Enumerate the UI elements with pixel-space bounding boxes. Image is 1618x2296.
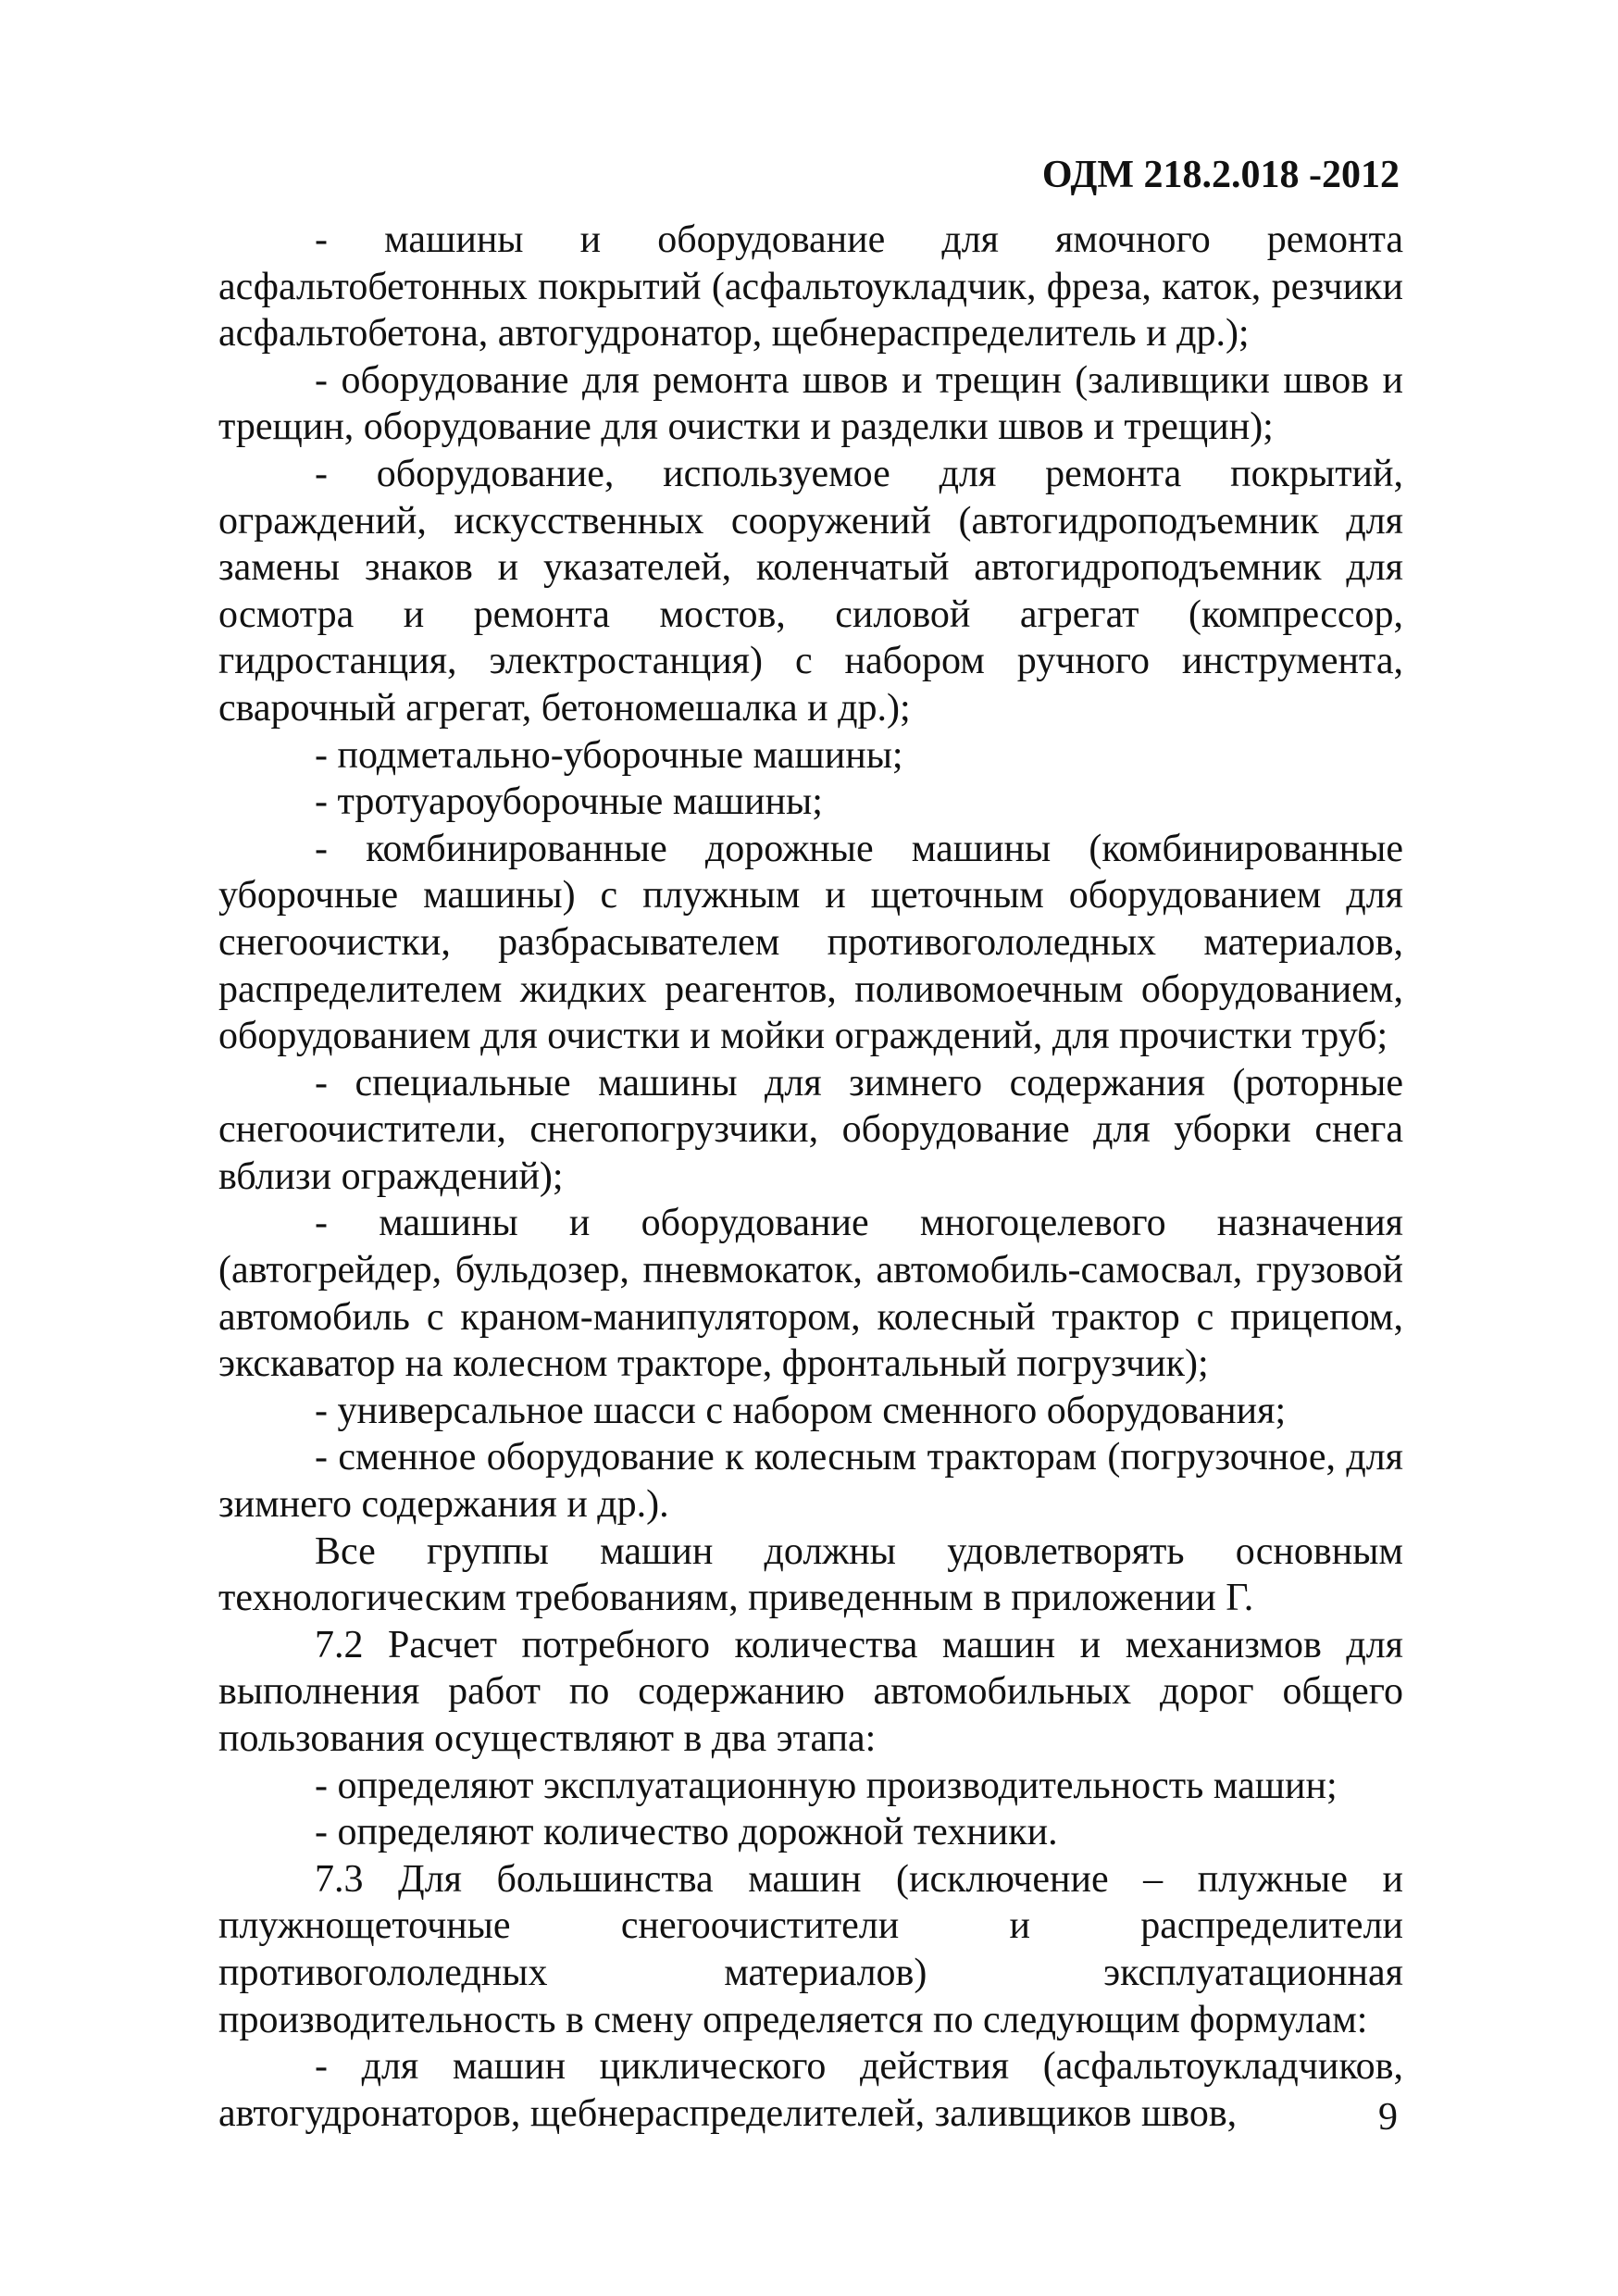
paragraph-section-7-2: 7.2 Расчет потребного количества машин и механизмов для выполнения работ по содержанию автомобильных дорог общего пользования осуществляют в два этапа: xyxy=(218,1623,1403,1760)
list-item-winter-machines: - специальные машины для зимнего содержания (роторные снегоочистители, снегопогрузчики, оборудование для уборки снега вблизи ограждений); xyxy=(218,1061,1403,1198)
list-item-productivity: - определяют эксплуатационную производительность машин; xyxy=(315,1764,1338,1807)
paragraph-requirements: Все группы машин должны удовлетворять основным технологическим требованиям, приведенным в приложении Г. xyxy=(218,1529,1403,1620)
list-item-sweepers: - подметально-уборочные машины; xyxy=(315,733,903,777)
list-item-structures-repair: - оборудование, используемое для ремонта покрытий, ограждений, искусственных сооружений (автогидроподъемник для замены знаков и указателей, коленчатый автогидроподъемник для осмотра и ремонта мостов, силовой агрегат (компрессор, гидростанция, электростанция) с набором ручного инструмента, сварочный агрегат, бетономешалка и др.); xyxy=(218,452,1403,730)
list-item-combined-machines: - комбинированные дорожные машины (комбинированные уборочные машины) с плужным и щеточным оборудованием для снегоочистки, разбрасывателем противогололедных материалов, распределителем жидких реагентов, поливомоечным оборудованием, оборудованием для очистки и мойки ограждений, для прочистки труб; xyxy=(218,827,1403,1058)
paragraph-section-7-3: 7.3 Для большинства машин (исключение – плужные и плужнощеточные снегоочистители и распределители противогололедных материалов) эксплуатационная производительность в смену определяется по следующим формулам: xyxy=(218,1857,1403,2041)
list-item-cyclic-machines: - для машин циклического действия (асфальтоукладчиков, автогудронаторов, щебнераспределителей, заливщиков швов, xyxy=(218,2045,1403,2135)
body-text xyxy=(218,217,1403,2137)
list-item-crack-repair: - оборудование для ремонта швов и трещин (заливщики швов и трещин, оборудование для очистки и разделки швов и трещин); xyxy=(218,358,1403,449)
page-number: 9 xyxy=(1378,2096,1398,2139)
list-item-multipurpose-machines: - машины и оборудование многоцелевого назначения (автогрейдер, бульдозер, пневмокаток, автомобиль-самосвал, грузовой автомобиль с краном-манипулятором, колесный трактор с прицепом, экскаватор на колесном тракторе, фронтальный погрузчик); xyxy=(218,1202,1403,1386)
list-item-equipment-count: - определяют количество дорожной техники. xyxy=(315,1811,1058,1854)
list-item-sidewalk-cleaners: - тротуароуборочные машины; xyxy=(315,780,823,824)
document-code: ОДМ 218.2.018 -2012 xyxy=(1041,154,1400,196)
list-item-universal-chassis: - универсальное шасси с набором сменного оборудования; xyxy=(315,1389,1287,1432)
list-item-pothole-repair: - машины и оборудование для ямочного ремонта асфальтобетонных покрытий (асфальтоукладчик, фреза, каток, резчики асфальтобетона, автогудронатор, щебнераспределитель и др.); xyxy=(218,218,1403,356)
list-item-tractor-attachments: - сменное оборудование к колесным тракторам (погрузочное, для зимнего содержания и др.). xyxy=(218,1436,1403,1527)
